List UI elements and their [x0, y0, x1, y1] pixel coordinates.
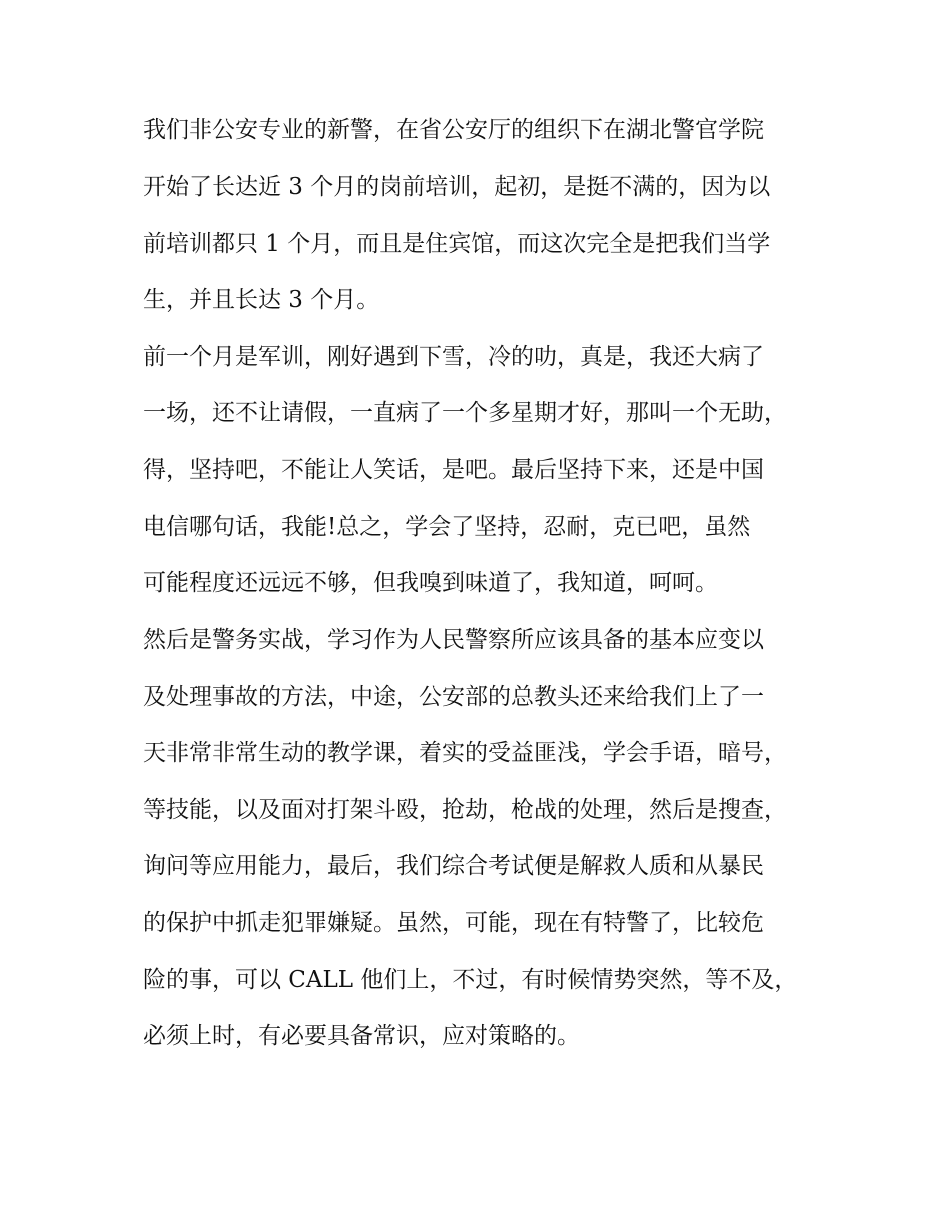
- text-line: 开始了长达近 3 个月的岗前培训，起初，是挺不满的，因为以: [143, 174, 771, 200]
- text-line: 生，并且长达 3 个月。: [143, 287, 380, 313]
- text-line: 得，坚持吧，不能让人笑话，是吧。最后坚持下来，还是中国: [143, 457, 764, 483]
- text-line: 的保护中抓走犯罪嫌疑。虽然，可能，现在有特警了，比较危: [143, 910, 764, 936]
- text-line: 必须上时，有必要具备常识，应对策略的。: [143, 1023, 580, 1049]
- text-line: 及处理事故的方法，中途，公安部的总教头还来给我们上了一: [143, 684, 764, 710]
- text-line: 可能程度还远远不够，但我嗅到味道了，我知道，呵呵。: [143, 570, 718, 596]
- text-line: 险的事，可以 CALL 他们上，不过，有时候情势突然，等不及，: [143, 967, 798, 993]
- text-line: 天非常非常生动的教学课，着实的受益匪浅，学会手语，暗号，: [143, 740, 787, 766]
- text-line: 然后是警务实战，学习作为人民警察所应该具备的基本应变以: [143, 627, 764, 653]
- text-line: 前培训都只 1 个月，而且是住宾馆，而这次完全是把我们当学: [143, 231, 771, 257]
- text-line: 电信哪句话，我能!总之，学会了坚持，忍耐，克已吧，虽然: [143, 514, 751, 540]
- text-line: 我们非公安专业的新警，在省公安厅的组织下在湖北警官学院: [143, 117, 764, 143]
- text-line: 前一个月是军训，刚好遇到下雪，冷的叻，真是，我还大病了: [143, 344, 764, 370]
- text-line: 一场，还不让请假，一直病了一个多星期才好，那叫一个无助，: [143, 400, 787, 426]
- text-line: 询问等应用能力，最后，我们综合考试便是解救人质和从暴民: [143, 853, 764, 879]
- text-line: 等技能，以及面对打架斗殴，抢劫，枪战的处理，然后是搜查，: [143, 797, 787, 823]
